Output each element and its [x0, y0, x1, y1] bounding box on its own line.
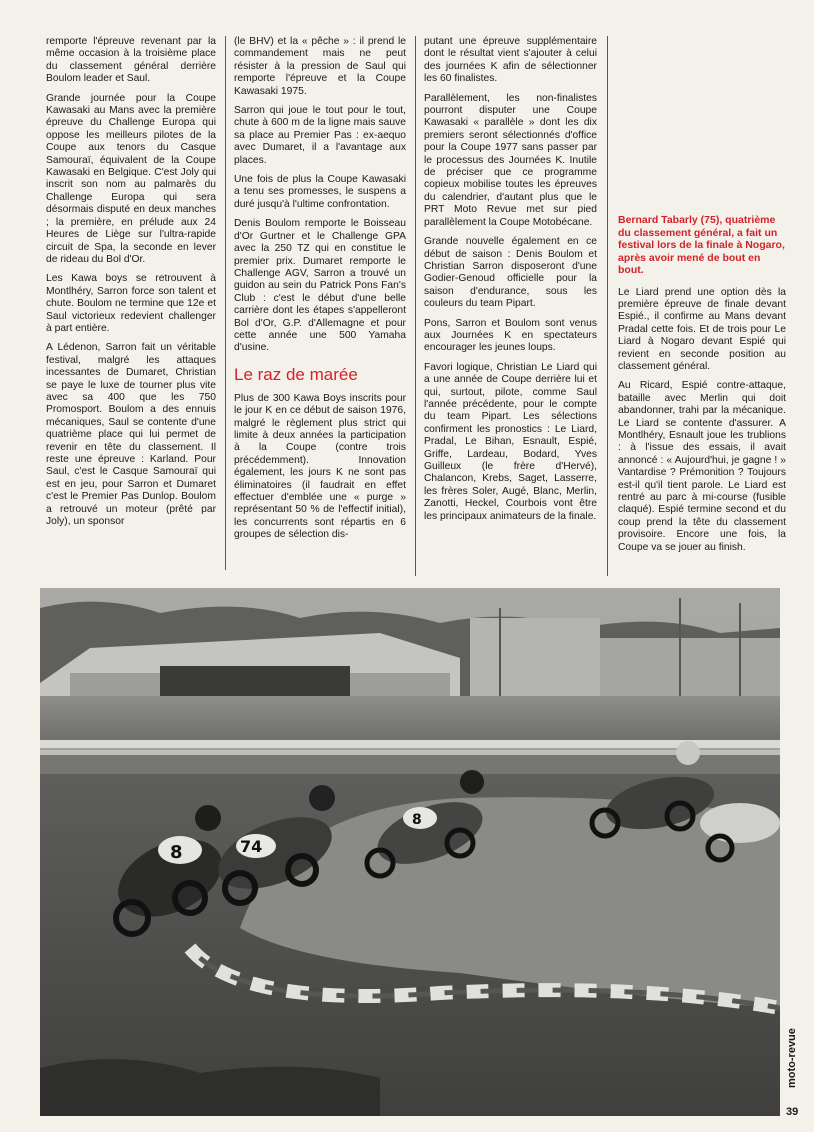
- paragraph: Pons, Sarron et Boulom sont venus aux Journées K en spectateurs encourager les jeunes loups.: [424, 317, 597, 354]
- paragraph: A Lédenon, Sarron fait un véritable festival, malgré les attaques incessantes de Dumaret, Christian se paye le luxe de tourner plus vite avec sa 400 que les 750 Promosport. Boulom a des ennuis mécaniques, Saul se contente d'une quatrième place qui lui permet de revenir en tête du classement. Il reste une épreuve : Karland. Pour Saul, c'est le Casque Samouraï qui est en jeu, pour Sarron et Dumaret c'est le Premier Pas Dunlop. Boulom a retrouvé un moteur (prêté par Joly), un sponsor: [46, 342, 216, 528]
- bike-number: 8: [170, 842, 183, 863]
- page-number: 39: [786, 1106, 799, 1118]
- paragraph: Denis Boulom remporte le Boisseau d'Or Gurtner et le Challenge GPA avec la 250 TZ qui en constitue le premier prix. Dumaret remporte le Challenge AGV, Sarron a trouvé un guidon au sein du Patrick Pons Fan's Club : c'est le début d'une belle carrière dont les étapes s'appelleront Bol d'Or, G.P. d'Allemagne et pour cette année une 500 Yamaha d'usine.: [234, 218, 406, 354]
- race-photo: [40, 588, 780, 1116]
- photo-caption: Bernard Tabarly (75), quatrième du classement général, a fait un festival lors de la finale à Nogaro, après avoir mené de bout en bout.: [618, 214, 785, 276]
- text-column-3: [424, 36, 597, 530]
- bike-number: 74: [240, 837, 263, 856]
- paragraph: putant une épreuve supplémentaire dont le résultat vient s'ajouter à celui des journées K afin de sélectionner les 60 finalistes.: [424, 36, 597, 85]
- paragraph: Parallèlement, les non-finalistes pourront disputer une Coupe Kawasaki « parallèle » dont les dix premiers seront sélectionnés d'office pour la Coupe 1977 sans passer par le processus des Journées K. Inutile de préciser que ce programme copieux mobilise toutes les épreuves du calendrier, d'autant plus que le PRT Moto Revue met sur pied parallèlement la Coupe Motobécane.: [424, 92, 597, 228]
- column-rule-2: [415, 36, 416, 576]
- race-photo-illustration: [40, 588, 780, 1116]
- paragraph: Le Liard prend une option dès la première épreuve de finale devant Espié., il confirme au Mans devant Pradal cette fois. Et de trois pour Le Liard à Nogaro devant Espié qui revient en seconde position au classement général.: [618, 286, 786, 372]
- paragraph: Les Kawa boys se retrouvent à Montlhéry, Sarron force son talent et chute. Boulom ne termine que 12e et Saul victorieux redevient challenger à part entière.: [46, 273, 216, 334]
- paragraph: (le BHV) et la « pêche » : il prend le commandement mais ne peut résister à la pression de Saul qui remporte l'épreuve et la Coupe Kawasaki 1975.: [234, 36, 406, 97]
- column-rule-1: [225, 36, 226, 570]
- paragraph: Favori logique, Christian Le Liard qui a une année de Coupe derrière lui et qui, surtout, pilote, comme Saul l'année précédente, pour le compte du team Pipart. Les sélections confirment les pronostics : Le Liard, Pradal, Le Bihan, Esnault, Espié, Griffe, Lardeau, Bodard, Yves Guilleux (le frère d'Hervé), Chalancon, Krebs, Saget, Lasserre, les frères Soler, Augé, Blanc, Merlin, Zanotti, Heckel, Courbois vont être les principaux animateurs de la finale.: [424, 361, 597, 522]
- paragraph: Une fois de plus la Coupe Kawasaki a tenu ses promesses, le suspens a duré jusqu'à l'ultime confrontation.: [234, 174, 406, 210]
- paragraph: Grande nouvelle également en ce début de saison : Denis Boulom et Christian Sarron disposeront d'une Godier-Genoud officielle pour la saison d'endurance, sous les couleurs du team Pipart.: [424, 236, 597, 310]
- paragraph: Au Ricard, Espié contre-attaque, bataille avec Merlin qui doit abandonner, trahi par la mécanique. Le Liard se contente d'assurer. A Montlhéry, Esnault joue les trublions : à l'issue des essais, il avait annoncé : « Aujourd'hui, je gagne ! » Vantardise ? Prémonition ? Toujours est-il qu'il tient parole. Le Liard est rentré au parc à mi-course (fusible claqué). Espié termine second et du coup prend la tête du classement provisoire. Encore une fois, la Coupe va se jouer au finish.: [618, 380, 786, 553]
- text-column-1: [46, 36, 216, 535]
- text-column-4: [618, 214, 786, 561]
- text-column-2: [234, 36, 406, 549]
- magazine-brand: moto-revue: [786, 1028, 798, 1088]
- paragraph: remporte l'épreuve revenant par la même occasion à la troisième place du classement général derrière Boulom leader et Saul.: [46, 36, 216, 85]
- paragraph: Plus de 300 Kawa Boys inscrits pour le jour K en ce début de saison 1976, malgré le règlement plus strict qui limite à deux années la participation à la Coupe (contre trois précédemment). Innovation également, les jours K ne sont pas éliminatoires (il faudrait en effet effectuer d'emblée une « purge » représentant 50 % de l'effectif initial), les concurrents sont répartis en 6 groupes de sélection dis-: [234, 392, 406, 541]
- paragraph: Sarron qui joue le tout pour le tout, chute à 600 m de la ligne mais sauve sa place au Premier Pas : ex-aequo avec Dumaret, il a l'avantage aux places.: [234, 105, 406, 166]
- section-subheading: Le raz de marée: [234, 364, 358, 384]
- bike-number: 8: [412, 812, 422, 828]
- column-rule-3: [607, 36, 608, 576]
- paragraph: Grande journée pour la Coupe Kawasaki au Mans avec la première épreuve du Challenge Europa qui oppose les meilleurs pilotes de la Coupe aux tenors du Casque Samouraï, équivalent de la Coupe Kawasaki en Belgique. C'est Joly qui inscrit son nom au palmarès du Challenge Europa qui sera désormais disputé en deux manches ; la première, en prélude aux 24 Heures de Liège sur l'ultra-rapide circuit de Spa, la seconde en lever de rideau du Bol d'Or.: [46, 92, 216, 265]
